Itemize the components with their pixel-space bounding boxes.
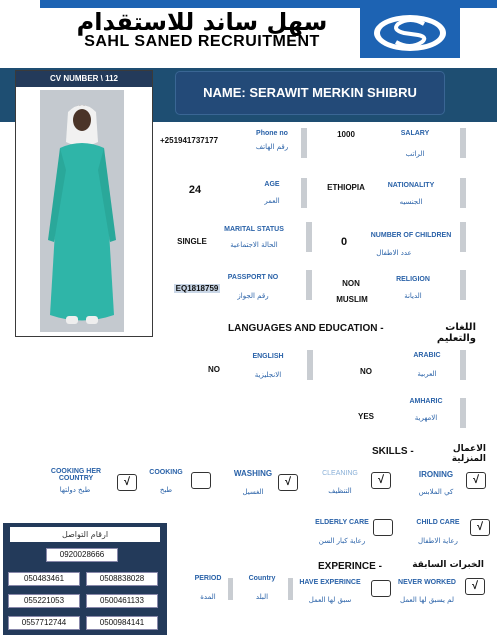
english-value: NO	[208, 365, 220, 374]
experience-country-label-ar: البلد	[255, 593, 269, 601]
children-label-ar: عدد الاطفال	[376, 249, 412, 257]
skills-title: SKILLS -	[372, 446, 414, 457]
field-separator	[306, 222, 312, 252]
skill-cleaning-label: CLEANING	[322, 470, 358, 477]
candidate-name: NAME: SERAWIT MERKIN SHIBRU	[176, 72, 444, 114]
skill-elderly-label: ELDERLY CARE	[315, 519, 369, 526]
languages-title-ar: اللغات والتعليم	[436, 322, 476, 344]
experience-country-label: Country	[248, 575, 276, 582]
header-top-bar	[40, 0, 497, 8]
skill-washing-label-ar: الغسيل	[242, 488, 264, 496]
experience-never-label-ar: لم يسبق لها العمل	[400, 596, 454, 604]
arabic-value: NO	[360, 367, 372, 376]
passport-label: PASSPORT NO	[227, 274, 279, 281]
contact-number: 0557712744	[8, 616, 80, 630]
contact-main-number: 0920028666	[46, 548, 118, 562]
field-separator	[460, 270, 466, 300]
skill-cooking-label: COOKING	[149, 469, 183, 476]
field-separator	[460, 128, 466, 158]
salary-value: 1000	[337, 130, 355, 139]
phone-label: Phone no	[256, 130, 288, 137]
skill-child-label-ar: رعاية الاطفال	[418, 537, 458, 545]
experience-title-ar: الخبرات السابقة	[412, 560, 484, 570]
skill-cleaning-checkbox[interactable]: √	[371, 472, 391, 489]
experience-period-label-ar: المدة	[200, 593, 216, 601]
skill-ironing-checkbox[interactable]: √	[466, 472, 486, 489]
contact-number: 0508838028	[86, 572, 158, 586]
nationality-label: NATIONALITY	[387, 182, 435, 189]
company-logo	[360, 8, 460, 58]
field-separator	[460, 178, 466, 208]
amharic-label-ar: الامهرية	[414, 414, 438, 422]
experience-have-label: HAVE EXPERINCE	[299, 579, 361, 586]
field-separator	[460, 350, 466, 380]
english-label-ar: الانجليزية	[254, 371, 282, 379]
skills-title-ar: الاعمال المنزلية	[451, 444, 486, 464]
children-value: 0	[340, 236, 348, 248]
skill-ironing-label-ar: كي الملابس	[418, 488, 454, 496]
religion-label: RELIGION	[396, 276, 430, 283]
field-separator	[228, 578, 233, 600]
phone-value: +251941737177	[160, 136, 219, 145]
marital-value: SINGLE	[177, 237, 207, 246]
salary-label-ar: الراتب	[405, 150, 425, 158]
field-separator	[301, 128, 307, 158]
contact-number: 050483461	[8, 572, 80, 586]
experience-period-label: PERIOD	[194, 575, 222, 582]
skill-washing-label: WASHING	[233, 469, 273, 478]
field-separator	[301, 178, 307, 208]
field-separator	[306, 270, 312, 300]
skill-cooking-label-ar: طبخ	[159, 486, 173, 494]
skill-cooking-country-label: COOKING HER COUNTRY	[50, 468, 102, 482]
contact-number: 055221053	[8, 594, 80, 608]
experience-never-label: NEVER WORKED	[398, 579, 456, 586]
experience-have-label-ar: سبق لها العمل	[308, 596, 352, 604]
passport-label-ar: رقم الجواز	[237, 292, 269, 300]
skill-cooking-country-label-ar: طبخ دولتها	[59, 486, 91, 494]
field-separator	[460, 222, 466, 252]
phone-label-ar: رقم الهاتف	[255, 143, 289, 151]
salary-label: SALARY	[400, 130, 430, 137]
passport-value: EQ1818759	[175, 284, 219, 293]
religion-value: NON	[342, 279, 360, 288]
age-label-ar: العمر	[264, 197, 280, 205]
candidate-photo	[40, 90, 124, 332]
religion-label-ar: الديانة	[404, 292, 422, 300]
cv-number: CV NUMBER \ 112	[16, 71, 152, 87]
skill-child-checkbox[interactable]: √	[470, 519, 490, 536]
age-label: AGE	[264, 181, 280, 188]
marital-label: MARITAL STATUS	[224, 226, 284, 233]
experience-title: EXPERINCE -	[318, 561, 382, 572]
amharic-value: YES	[357, 412, 374, 421]
skill-elderly-checkbox[interactable]	[373, 519, 393, 536]
nationality-value: ETHIOPIA	[327, 183, 365, 192]
experience-never-checkbox[interactable]: √	[465, 578, 485, 595]
religion-value-secondary: MUSLIM	[336, 295, 368, 304]
field-separator	[307, 350, 313, 380]
field-separator	[460, 398, 466, 428]
arabic-label-ar: العربية	[417, 370, 437, 378]
skill-cleaning-label-ar: التنظيف	[328, 487, 352, 495]
contact-number: 0500984141	[86, 616, 158, 630]
skill-child-label: CHILD CARE	[416, 519, 460, 526]
skill-washing-checkbox[interactable]: √	[278, 474, 298, 491]
marital-label-ar: الحالة الاجتماعية	[230, 241, 278, 249]
english-label: ENGLISH	[252, 353, 284, 360]
nationality-label-ar: الجنسيه	[399, 198, 423, 206]
skill-ironing-label: IRONING	[418, 470, 454, 479]
field-separator	[288, 578, 293, 600]
children-label: NUMBER OF CHILDREN	[370, 232, 452, 239]
company-name-english: SAHL SANED RECRUITMENT	[84, 33, 320, 50]
amharic-label: AMHARIC	[409, 398, 443, 405]
skill-cooking-checkbox[interactable]	[191, 472, 211, 489]
company-name-arabic: سهل ساند للاستقدام	[76, 8, 328, 36]
experience-have-checkbox[interactable]	[371, 580, 391, 597]
skill-cooking-country-checkbox[interactable]: √	[117, 474, 137, 491]
arabic-label: ARABIC	[413, 352, 441, 359]
contact-title: ارقام التواصل	[10, 527, 160, 542]
languages-title: LANGUAGES AND EDUCATION -	[228, 323, 384, 334]
contact-number: 0500461133	[86, 594, 158, 608]
skill-elderly-label-ar: رعاية كبار السن	[318, 537, 366, 545]
age-value: 24	[188, 184, 202, 196]
